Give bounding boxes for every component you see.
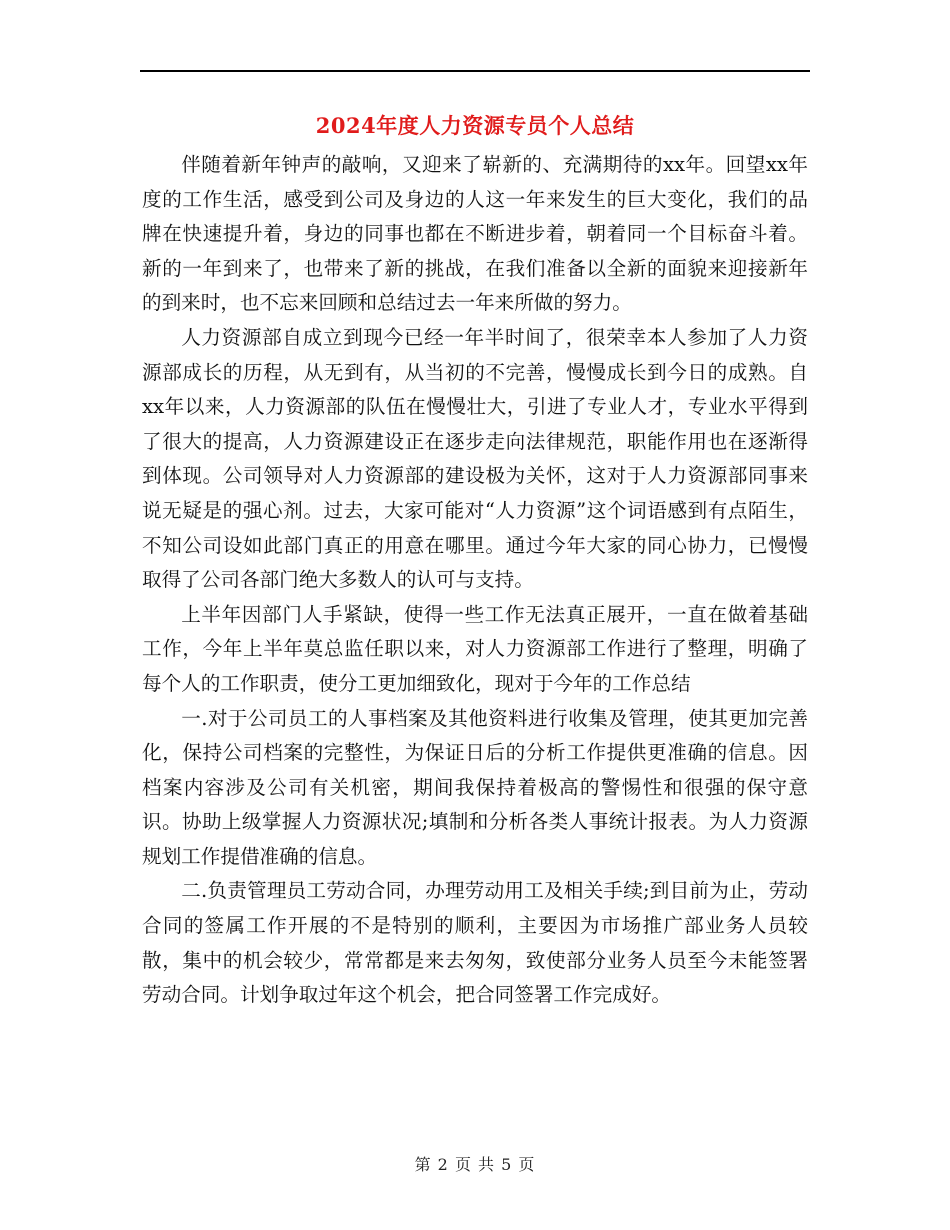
header-rule — [140, 70, 810, 72]
paragraph-item-one: 一.对于公司员工的人事档案及其他资料进行收集及管理，使其更加完善化，保持公司档案的完整性，为保证日后的分析工作提供更准确的信息。因档案内容涉及公司有关机密，期间我保持着极高的警惕性和很强的保守意识。协助上级掌握人力资源状况;填制和分析各类人事统计报表。为人力资源规划工作提借准确的信息。 — [142, 706, 808, 868]
paragraph-first-half-year: 上半年因部门人手紧缺，使得一些工作无法真正展开，一直在做着基础工作，今年上半年莫总监任职以来，对人力资源部工作进行了整理，明确了每个人的工作职责，使分工更加细致化，现对于今年的工作总结 — [142, 602, 808, 695]
document-title: 2024年度人力资源专员个人总结 — [315, 113, 635, 138]
paragraph-department-history: 人力资源部自成立到现今已经一年半时间了，很荣幸本人参加了人力资源部成长的历程，从无到有，从当初的不完善，慢慢成长到今日的成熟。自xx年以来，人力资源部的队伍在慢慢壮大，引进了专业人才，专业水平得到了很大的提高，人力资源建设正在逐步走向法律规范，职能作用也在逐渐得到体现。公司领导对人力资源部的建设极为关怀，这对于人力资源部同事来说无疑是的强心剂。过去，大家可能对“人力资源”这个词语感到有点陌生，不知公司设如此部门真正的用意在哪里。通过今年大家的同心协力，已慢慢取得了公司各部门绝大多数人的认可与支持。 — [142, 325, 808, 592]
paragraph-intro: 伴随着新年钟声的敲响，又迎来了崭新的、充满期待的xx年。回望xx年度的工作生活，感受到公司及身边的人这一年来发生的巨大变化，我们的品牌在快速提升着，身边的同事也都在不断进步着，朝着同一个目标奋斗着。新的一年到来了，也带来了新的挑战，在我们准备以全新的面貌来迎接新年的到来时，也不忘来回顾和总结过去一年来所做的努力。 — [142, 153, 808, 315]
paragraph-item-two: 二.负责管理员工劳动合同，办理劳动用工及相关手续;到目前为止，劳动合同的签属工作开展的不是特别的顺利，主要因为市场推广部业务人员较散，集中的机会较少，常常都是来去匆匆，致使部分业务人员至今未能签署劳动合同。计划争取过年这个机会，把合同签署工作完成好。 — [142, 879, 808, 1007]
document-body — [142, 148, 808, 1013]
page-number-footer: 第 2 页 共 5 页 — [414, 1155, 536, 1174]
